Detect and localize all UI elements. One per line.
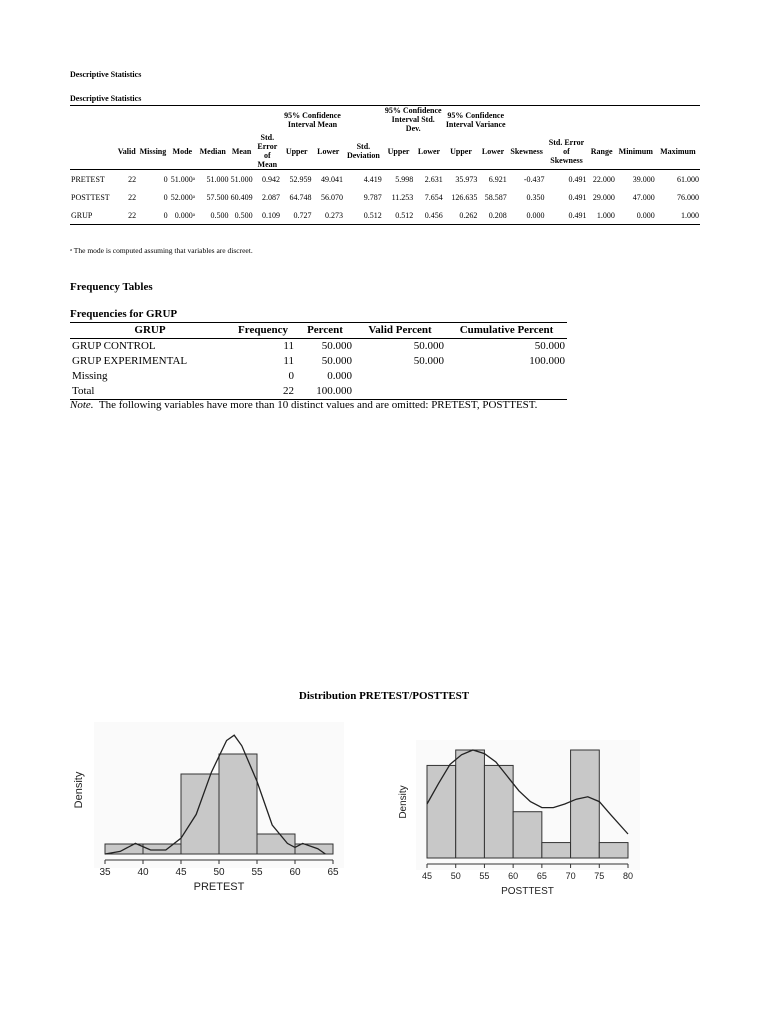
- x-tick-label: 50: [450, 871, 461, 881]
- table-cell: 35.973: [455, 174, 478, 184]
- table-cell: 0.491: [568, 174, 587, 184]
- table-cell: 60.409: [230, 192, 253, 202]
- table-cell: [446, 384, 567, 400]
- table-cell: 0.350: [526, 192, 545, 202]
- table-cell: 56.070: [320, 192, 343, 202]
- column-header: Lower: [478, 133, 507, 170]
- x-tick-label: 80: [622, 871, 634, 881]
- column-header: Std. Deviation: [344, 133, 383, 170]
- table-cell: 76.000: [677, 192, 699, 202]
- table-cell: 0.262: [444, 206, 479, 225]
- table-row: [70, 170, 700, 189]
- table-cell: 29.000: [592, 192, 615, 202]
- table-row: [70, 206, 700, 225]
- column-header: Median: [196, 133, 230, 170]
- table-cell: 4.419: [363, 174, 382, 184]
- x-tick-label: 40: [137, 867, 149, 878]
- table-cell: 0.491: [568, 192, 587, 202]
- ci-sd-group-header: 95% Confidence Interval Std. Dev.: [383, 106, 444, 134]
- distribution-title: Distribution PRETEST/POSTTEST: [298, 690, 470, 702]
- histogram-bar: [571, 750, 600, 858]
- column-header: GRUP: [70, 323, 230, 339]
- table-cell: [354, 369, 446, 384]
- table-cell: 0.208: [478, 206, 507, 225]
- table-cell: 11: [283, 340, 294, 352]
- table-cell: 0.500: [196, 206, 230, 225]
- ci-mean-group-header: 95% Confidence Interval Mean: [281, 106, 344, 134]
- table-cell: 0.727: [281, 206, 312, 225]
- table-cell: 0: [288, 370, 294, 382]
- omitted-variables-note: [70, 399, 537, 411]
- table-cell: 0.000: [508, 206, 546, 225]
- column-header: Range: [587, 133, 615, 170]
- table-cell: 51.000ᵃ: [170, 174, 195, 184]
- column-header: Minimum: [616, 133, 656, 170]
- table-cell: 61.000: [677, 174, 699, 184]
- histogram-bar: [456, 750, 485, 858]
- x-tick-label: 35: [99, 867, 111, 878]
- table-cell: 5.998: [395, 174, 414, 184]
- table-cell: 51.000: [206, 174, 229, 184]
- table-row: [70, 339, 567, 355]
- x-axis-label: POSTTEST: [501, 886, 554, 897]
- column-header: Std. Error of Mean: [254, 133, 281, 170]
- x-tick-label: 60: [508, 871, 519, 881]
- table-cell: 47.000: [632, 192, 655, 202]
- column-header: Upper: [444, 133, 479, 170]
- column-header: Percent: [296, 323, 354, 339]
- table-cell: 0: [163, 192, 168, 202]
- table-cell: 1.000: [587, 206, 615, 225]
- table-cell: 7.654: [424, 192, 443, 202]
- row-label: Total: [70, 384, 230, 400]
- y-axis-label: Density: [398, 785, 409, 819]
- mode-footnote: ᵃ The mode is computed assuming that variables are discreet.: [70, 246, 253, 255]
- table-cell: 0.512: [344, 206, 383, 225]
- table-cell: 0.000: [616, 206, 656, 225]
- table-cell: 0.512: [383, 206, 414, 225]
- table-cell: 126.635: [451, 192, 478, 202]
- x-tick-label: 55: [479, 871, 490, 881]
- histogram-bar: [484, 765, 513, 858]
- column-header: Valid: [116, 133, 137, 170]
- frequency-table-title: Frequencies for GRUP: [70, 308, 178, 320]
- table-cell: 1.000: [656, 206, 700, 225]
- descriptive-stats-table: [70, 105, 700, 225]
- table-cell: 52.000ᵃ: [170, 192, 195, 202]
- ci-var-group-header: 95% Confidence Interval Variance: [444, 106, 508, 134]
- table-cell: 0.456: [414, 206, 443, 225]
- table-cell: 2.631: [424, 174, 443, 184]
- row-label: POSTTEST: [71, 192, 110, 202]
- table-cell: 22: [128, 174, 137, 184]
- table-cell: 50.000: [321, 355, 352, 367]
- table-cell: 22.000: [592, 174, 615, 184]
- table-cell: [354, 384, 446, 400]
- column-header: Missing: [137, 133, 168, 170]
- column-header: [70, 133, 116, 170]
- table-cell: 0.942: [261, 174, 280, 184]
- table-cell: 50.000: [413, 340, 444, 352]
- column-header: Mean: [230, 133, 254, 170]
- note-text: The following variables have more than 10 distinct values and are omitted: PRETEST, POSTTEST.: [98, 399, 538, 411]
- table-cell: 58.587: [484, 192, 507, 202]
- frequency-table: [70, 322, 567, 400]
- pretest-histogram: [68, 722, 344, 900]
- table-cell: 0.109: [254, 206, 281, 225]
- row-label: GRUP CONTROL: [72, 340, 156, 352]
- table-cell: 100.000: [529, 355, 565, 367]
- x-tick-label: 60: [289, 867, 301, 878]
- histogram-bar: [181, 774, 219, 854]
- table-cell: 2.087: [261, 192, 280, 202]
- table-cell: 22: [230, 384, 296, 400]
- y-axis-label: Density: [73, 771, 85, 809]
- histogram-bar: [513, 812, 542, 858]
- table-row: [70, 384, 567, 400]
- column-header: Lower: [414, 133, 443, 170]
- column-header: Valid Percent: [354, 323, 446, 339]
- column-header: Frequency: [230, 323, 296, 339]
- descriptive-stats-table-title: Descriptive Statistics: [70, 94, 142, 103]
- table-cell: 100.000: [296, 384, 354, 400]
- row-label: PRETEST: [71, 174, 105, 184]
- table-cell: 57.500: [206, 192, 229, 202]
- row-label: Missing: [72, 370, 108, 382]
- x-tick-label: 70: [565, 871, 576, 881]
- table-cell: 64.748: [289, 192, 312, 202]
- table-cell: [446, 369, 567, 384]
- table-cell: 0.273: [312, 206, 344, 225]
- table-row: [70, 188, 700, 206]
- table-cell: 0: [163, 174, 168, 184]
- table-cell: 50.000: [413, 355, 444, 367]
- column-header: Upper: [383, 133, 414, 170]
- column-header: Cumulative Percent: [446, 323, 567, 339]
- table-row: [70, 354, 567, 369]
- column-header: Upper: [281, 133, 312, 170]
- posttest-histogram: [392, 740, 640, 902]
- column-header: Mode: [169, 133, 196, 170]
- row-label: GRUP: [70, 206, 116, 225]
- table-row: [70, 369, 567, 384]
- x-tick-label: 45: [175, 867, 187, 878]
- x-tick-label: 50: [213, 867, 225, 878]
- frequency-tables-heading: Frequency Tables: [70, 281, 153, 293]
- descriptive-stats-heading: Descriptive Statistics: [70, 70, 142, 79]
- histogram-bar: [599, 843, 628, 858]
- table-cell: 0.000ᵃ: [169, 206, 196, 225]
- table-cell: 50.000: [534, 340, 565, 352]
- table-cell: 0.491: [546, 206, 588, 225]
- x-tick-label: 65: [536, 871, 547, 881]
- note-label: Note.: [70, 399, 94, 411]
- table-cell: 49.041: [320, 174, 343, 184]
- column-header: Maximum: [656, 133, 700, 170]
- table-cell: 52.959: [289, 174, 312, 184]
- table-cell: 11: [283, 355, 294, 367]
- table-cell: 0.500: [230, 206, 254, 225]
- table-cell: 39.000: [632, 174, 655, 184]
- x-axis-label: PRETEST: [193, 881, 245, 893]
- x-tick-label: 45: [421, 871, 433, 881]
- column-header: Lower: [312, 133, 344, 170]
- row-label: GRUP EXPERIMENTAL: [72, 355, 188, 367]
- table-cell: 9.787: [363, 192, 382, 202]
- table-cell: 11.253: [391, 192, 414, 202]
- table-cell: 51.000: [230, 174, 253, 184]
- histogram-bar: [295, 844, 333, 854]
- table-cell: 6.921: [488, 174, 507, 184]
- histogram-bar: [542, 843, 571, 858]
- x-tick-label: 75: [594, 871, 605, 881]
- column-header: Skewness: [508, 133, 546, 170]
- table-cell: 0: [137, 206, 168, 225]
- table-cell: 0.000: [327, 370, 352, 382]
- x-tick-label: 55: [251, 867, 263, 878]
- table-cell: 22: [116, 206, 137, 225]
- x-tick-label: 65: [327, 867, 339, 878]
- table-cell: 22: [128, 192, 137, 202]
- table-cell: 50.000: [321, 340, 352, 352]
- table-cell: -0.437: [523, 174, 545, 184]
- column-header: Std. Error of Skewness: [546, 133, 588, 170]
